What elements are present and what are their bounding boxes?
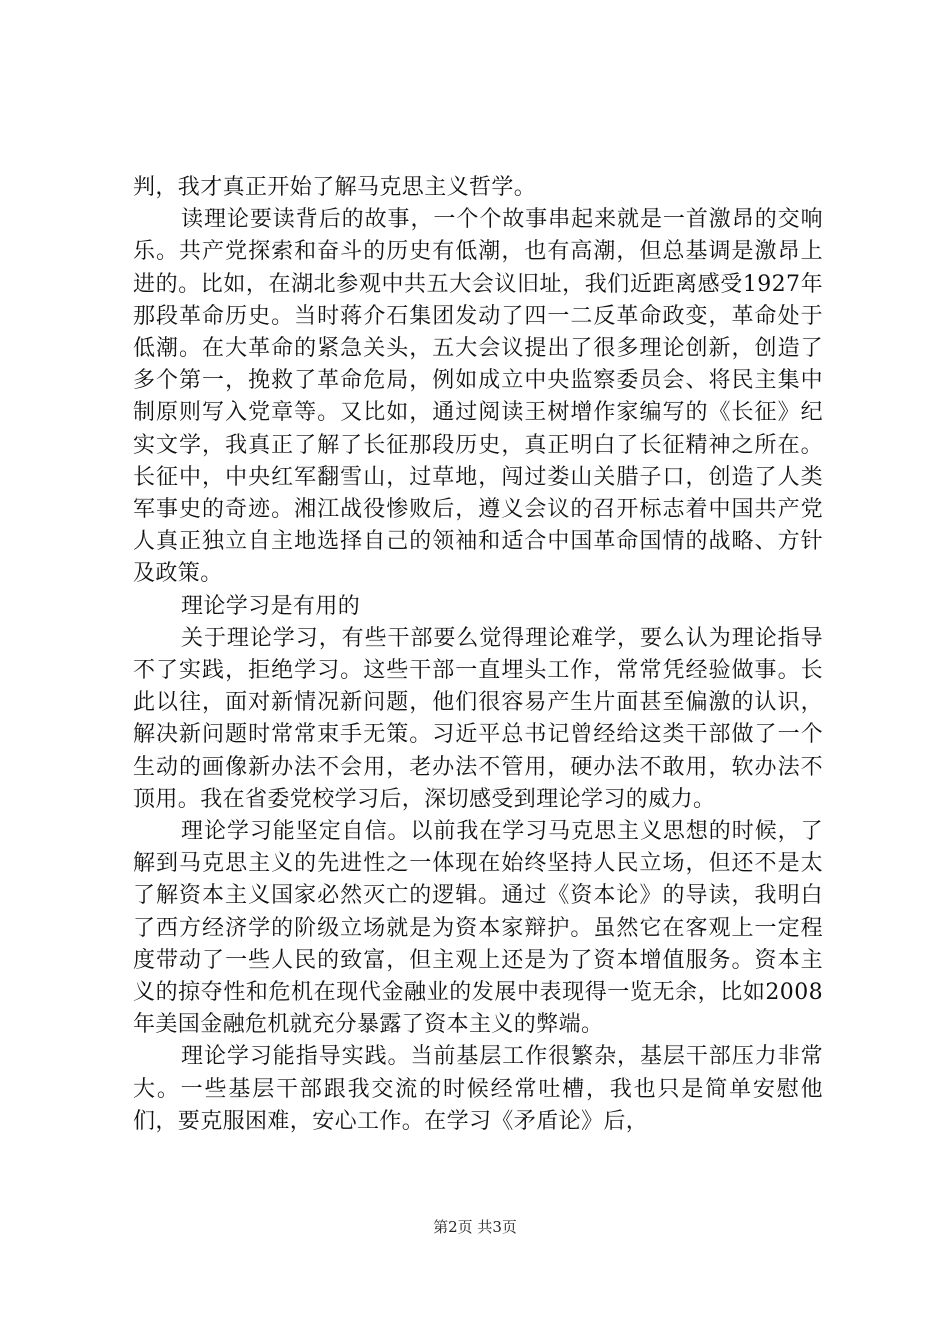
document-body — [133, 172, 823, 1138]
paragraph: 理论学习能坚定自信。以前我在学习马克思主义思想的时候，了解到马克思主义的先进性之一体现在始终坚持人民立场，但还不是太了解资本主义国家必然灭亡的逻辑。通过《资本论》的导读，我明白了西方经济学的阶级立场就是为资本家辩护。虽然它在客观上一定程度带动了一些人民的致富，但主观上还是为了资本增值服务。资本主义的掠夺性和危机在现代金融业的发展中表现得一览无余，比如2008年美国金融危机就充分暴露了资本主义的弊端。 — [133, 819, 823, 1038]
page-footer: 第2页 共3页 — [433, 1218, 517, 1236]
paragraph: 判，我才真正开始了解马克思主义哲学。 — [133, 175, 537, 200]
paragraph: 理论学习能指导实践。当前基层工作很繁杂，基层干部压力非常大。一些基层干部跟我交流的时候经常吐槽，我也只是简单安慰他们，要克服困难，安心工作。在学习《矛盾论》后， — [133, 1044, 823, 1134]
paragraph: 读理论要读背后的故事，一个个故事串起来就是一首激昂的交响乐。共产党探索和奋斗的历史有低潮，也有高潮，但总基调是激昂上进的。比如，在湖北参观中共五大会议旧址，我们近距离感受1927年那段革命历史。当时蒋介石集团发动了四一二反革命政变，革命处于低潮。在大革命的紧急关头，五大会议提出了很多理论创新，创造了多个第一，挽救了革命危局，例如成立中央监察委员会、将民主集中制原则写入党章等。又比如，通过阅读王树增作家编写的《长征》纪实文学，我真正了解了长征那段历史，真正明白了长征精神之所在。长征中，中央红军翻雪山，过草地，闯过娄山关腊子口，创造了人类军事史的奇迹。湘江战役惨败后，遵义会议的召开标志着中国共产党人真正独立自主地选择自己的领袖和适合中国革命国情的战略、方针及政策。 — [133, 207, 823, 587]
section-heading: 理论学习是有用的 — [181, 593, 361, 619]
paragraph: 关于理论学习，有些干部要么觉得理论难学，要么认为理论指导不了实践，拒绝学习。这些干部一直埋头工作，常常凭经验做事。长此以往，面对新情况新问题，他们很容易产生片面甚至偏激的认识，解决新问题时常常束手无策。习近平总书记曾经给这类干部做了一个生动的画像新办法不会用，老办法不管用，硬办法不敢用，软办法不顶用。我在省委党校学习后，深切感受到理论学习的威力。 — [133, 625, 823, 812]
